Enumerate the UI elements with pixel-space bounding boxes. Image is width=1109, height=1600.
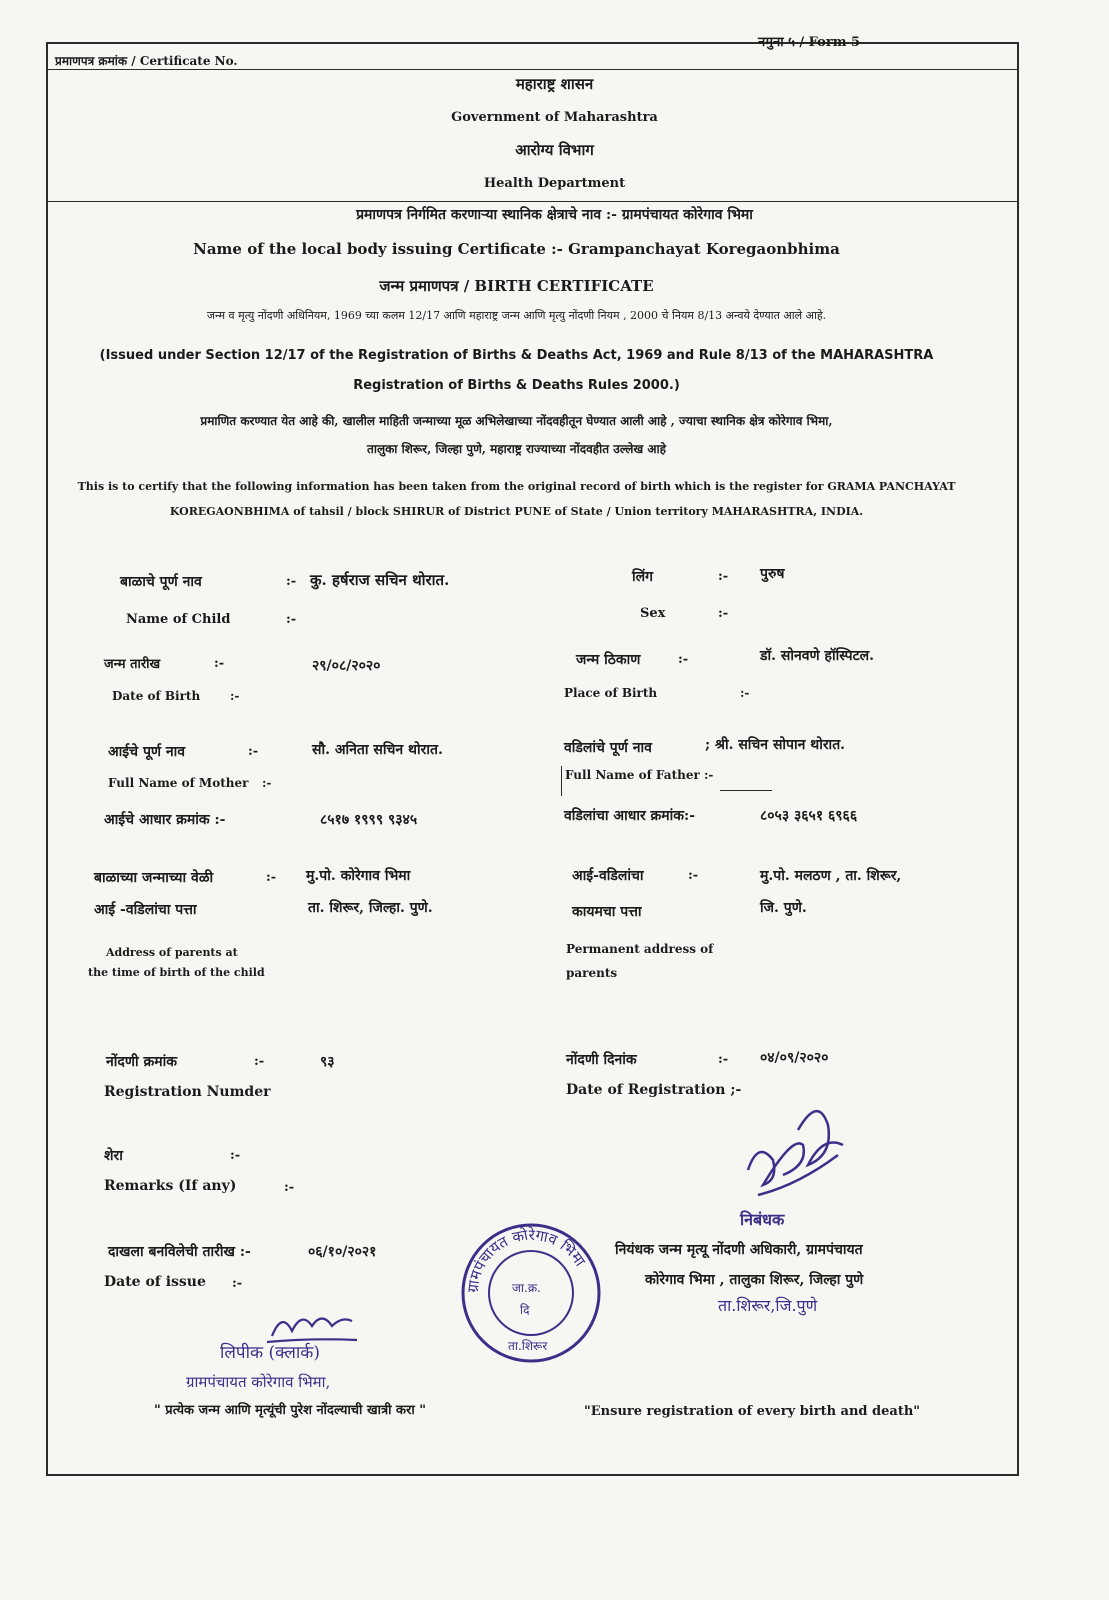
father-aadhar-label: वडिलांचा आधार क्रमांक:-: [564, 808, 696, 824]
gov-title-en: Government of Maharashtra: [451, 110, 658, 125]
colon: :-: [262, 776, 272, 790]
child-name-label-en: Name of Child: [126, 612, 231, 627]
certificate-title: जन्म प्रमाणपत्र / BIRTH CERTIFICATE: [379, 277, 654, 295]
mother-aadhar-label: आईचे आधार क्रमांक :-: [104, 812, 226, 828]
pob-label-mr: जन्म ठिकाण: [576, 652, 641, 668]
colon: :-: [254, 1054, 265, 1069]
certify-en-2: KOREGAONBHIMA of tahsil / block SHIRUR of District PUNE of State / Union territory MAHARASHTRA, INDIA.: [169, 505, 864, 518]
reg-date-label-mr: नोंदणी दिनांक: [566, 1052, 637, 1068]
clerk-stamp-title: लिपीक (क्लार्क): [220, 1343, 320, 1363]
mother-name-value: सौ. अनिता सचिन थोरात.: [312, 742, 443, 758]
addr-perm-label-en-1: Permanent address of: [566, 942, 714, 956]
registrar-title-1: नियंधक जन्म मृत्यू नोंदणी अधिकारी, ग्रामपंचायत: [615, 1242, 863, 1258]
certify-mr-2: तालुका शिरूर, जिल्हा पुणे, महाराष्ट्र राज्याच्या नोंदवहीत उल्लेख आहे: [367, 442, 666, 456]
reg-no-value: ९३: [320, 1054, 335, 1070]
colon: :-: [286, 574, 297, 589]
addr-perm-label-en-2: parents: [566, 966, 618, 980]
registrar-stamp-title: निबंधक: [740, 1210, 785, 1229]
father-label-underline: [720, 790, 772, 791]
reg-date-label-en: Date of Registration ;-: [566, 1082, 742, 1098]
reg-no-label-en: Registration Numder: [104, 1084, 271, 1100]
mother-aadhar-value: ८५१७ १९९९ ९३४५: [320, 812, 418, 828]
child-name-value: कु. हर्षराज सचिन थोरात.: [310, 571, 450, 589]
colon: :-: [230, 689, 240, 703]
mother-name-label-mr: आईचे पूर्ण नाव: [108, 744, 186, 760]
colon: :-: [688, 868, 699, 883]
addr-perm-label-mr-1: आई-वडिलांचा: [572, 868, 644, 884]
father-name-value: ; श्री. सचिन सोपान थोरात.: [705, 737, 846, 753]
seal-text: ग्रामपंचायत कोरेगाव भिमा: [463, 1225, 590, 1294]
seal-inner-date: दि: [520, 1303, 530, 1317]
pob-value: डॉ. सोनवणे हॉस्पिटल.: [760, 648, 875, 664]
colon: :-: [230, 1148, 241, 1163]
dept-title-en: Health Department: [483, 176, 626, 191]
colon: :-: [704, 768, 714, 782]
father-aadhar-value: ८०५३ ३६५१ ६९६६: [760, 808, 858, 824]
issue-date-label-mr: दाखला बनविलेची तारीख :-: [108, 1244, 251, 1260]
seal-inner-ref: जा.क्र.: [512, 1281, 541, 1295]
addr-perm-value-2: जि. पुणे.: [760, 900, 807, 916]
colon: :-: [284, 1180, 295, 1195]
remarks-label-en: Remarks (If any): [104, 1178, 237, 1194]
addr-birth-value-1: मु.पो. कोरेगाव भिमा: [306, 868, 411, 884]
registrar-stamp-place: ता.शिरूर,जि.पुणे: [718, 1296, 818, 1315]
sex-label-mr: लिंग: [632, 569, 653, 585]
reg-no-label-mr: नोंदणी क्रमांक: [106, 1054, 177, 1070]
child-name-label-mr: बाळाचे पूर्ण नाव: [120, 574, 202, 590]
addr-birth-label-en-1: Address of parents at: [106, 946, 238, 959]
header-divider: [46, 69, 1019, 70]
sex-value: पुरुष: [760, 566, 785, 582]
colon: :-: [718, 1052, 729, 1067]
colon: :-: [678, 652, 689, 667]
local-body-en: Name of the local body issuing Certificate :- Grampanchayat Koregaonbhima: [193, 240, 840, 258]
colon: :-: [214, 656, 225, 671]
addr-birth-label-mr-1: बाळाच्या जन्माच्या वेळी: [94, 870, 214, 886]
gov-title-mr: महाराष्ट्र शासन: [515, 75, 594, 93]
addr-perm-label-mr-2: कायमचा पत्ता: [572, 904, 642, 920]
clerk-stamp-place: ग्रामपंचायत कोरेगाव भिमा,: [186, 1373, 331, 1391]
registrar-signature: [728, 1100, 858, 1210]
sex-label-en: Sex: [640, 606, 666, 621]
slogan-en: "Ensure registration of every birth and death": [584, 1404, 921, 1419]
certify-en-1: This is to certify that the following information has been taken from the original record of birth which is the register for GRAMA PANCHAYAT: [77, 480, 956, 493]
addr-perm-value-1: मु.पो. मलठण , ता. शिरूर,: [760, 868, 902, 884]
act-reference-en-1: (Issued under Section 12/17 of the Registration of Births & Deaths Act, 1969 and Rule 8/13 of the MAHARASHTRA: [99, 348, 934, 363]
act-reference-mr: जन्म व मृत्यु नोंदणी अधिनियम, 1969 च्या कलम 12/17 आणि महाराष्ट्र जन्म आणि मृत्यु नोंदणी नियम , 2000 चे नियम 8/13 अन्वये देण्यात आले आहे.: [206, 309, 827, 322]
father-name-label-mr: वडिलांचे पूर्ण नाव: [564, 740, 652, 756]
reg-date-value: ०४/०९/२०२०: [760, 1050, 829, 1066]
registrar-title-2: कोरेगाव भिमा , तालुका शिरूर, जिल्हा पुणे: [645, 1272, 864, 1288]
panchayat-round-seal: [460, 1222, 602, 1364]
dob-label-mr: जन्म तारीख: [104, 657, 161, 672]
dob-label-en: Date of Birth: [112, 689, 201, 703]
dept-title-mr: आरोग्य विभाग: [515, 141, 594, 159]
issue-date-value: ०६/१०/२०२१: [308, 1244, 377, 1260]
colon: :-: [266, 870, 277, 885]
colon: :-: [740, 686, 750, 700]
colon: :-: [286, 612, 297, 627]
form-number: नमुना ५ / Form 5: [758, 35, 861, 50]
father-label-bracket: [561, 766, 563, 796]
addr-birth-value-2: ता. शिरूर, जिल्हा. पुणे.: [308, 900, 433, 916]
section-divider: [46, 201, 1019, 202]
mother-name-label-en: Full Name of Mother: [108, 776, 249, 790]
colon: :-: [718, 569, 729, 584]
colon: :-: [718, 606, 729, 621]
slogan-mr: " प्रत्येक जन्म आणि मृत्यूंची पुरेश नोंदल्याची खात्री करा ": [154, 1403, 426, 1418]
colon: :-: [232, 1276, 243, 1291]
addr-birth-label-en-2: the time of birth of the child: [88, 966, 265, 979]
certificate-no-label: प्रमाणपत्र क्रमांक / Certificate No.: [55, 54, 238, 68]
colon: :-: [248, 744, 259, 759]
dob-value: २९/०८/२०२०: [312, 658, 381, 674]
father-name-label-en: Full Name of Father: [565, 768, 700, 782]
issue-date-label-en: Date of issue: [104, 1274, 206, 1290]
local-body-mr: प्रमाणपत्र निर्गमित करणाऱ्या स्थानिक क्षेत्राचे नाव :- ग्रामपंचायत कोरेगाव भिमा: [356, 207, 753, 223]
pob-label-en: Place of Birth: [564, 686, 658, 700]
addr-birth-label-mr-2: आई -वडिलांचा पत्ता: [94, 902, 197, 918]
act-reference-en-2: Registration of Births & Deaths Rules 2000.): [353, 378, 680, 393]
certify-mr-1: प्रमाणित करण्यात येत आहे की, खालील माहिती जन्माच्या मूळ अभिलेखाच्या नोंदवहीतून घेण्यात आली आहे , ज्याचा स्थानिक क्षेत्र कोरेगाव भिमा,: [200, 414, 833, 428]
seal-bottom-text: ता.शिरूर: [508, 1339, 548, 1353]
remarks-label-mr: शेरा: [104, 1148, 123, 1164]
